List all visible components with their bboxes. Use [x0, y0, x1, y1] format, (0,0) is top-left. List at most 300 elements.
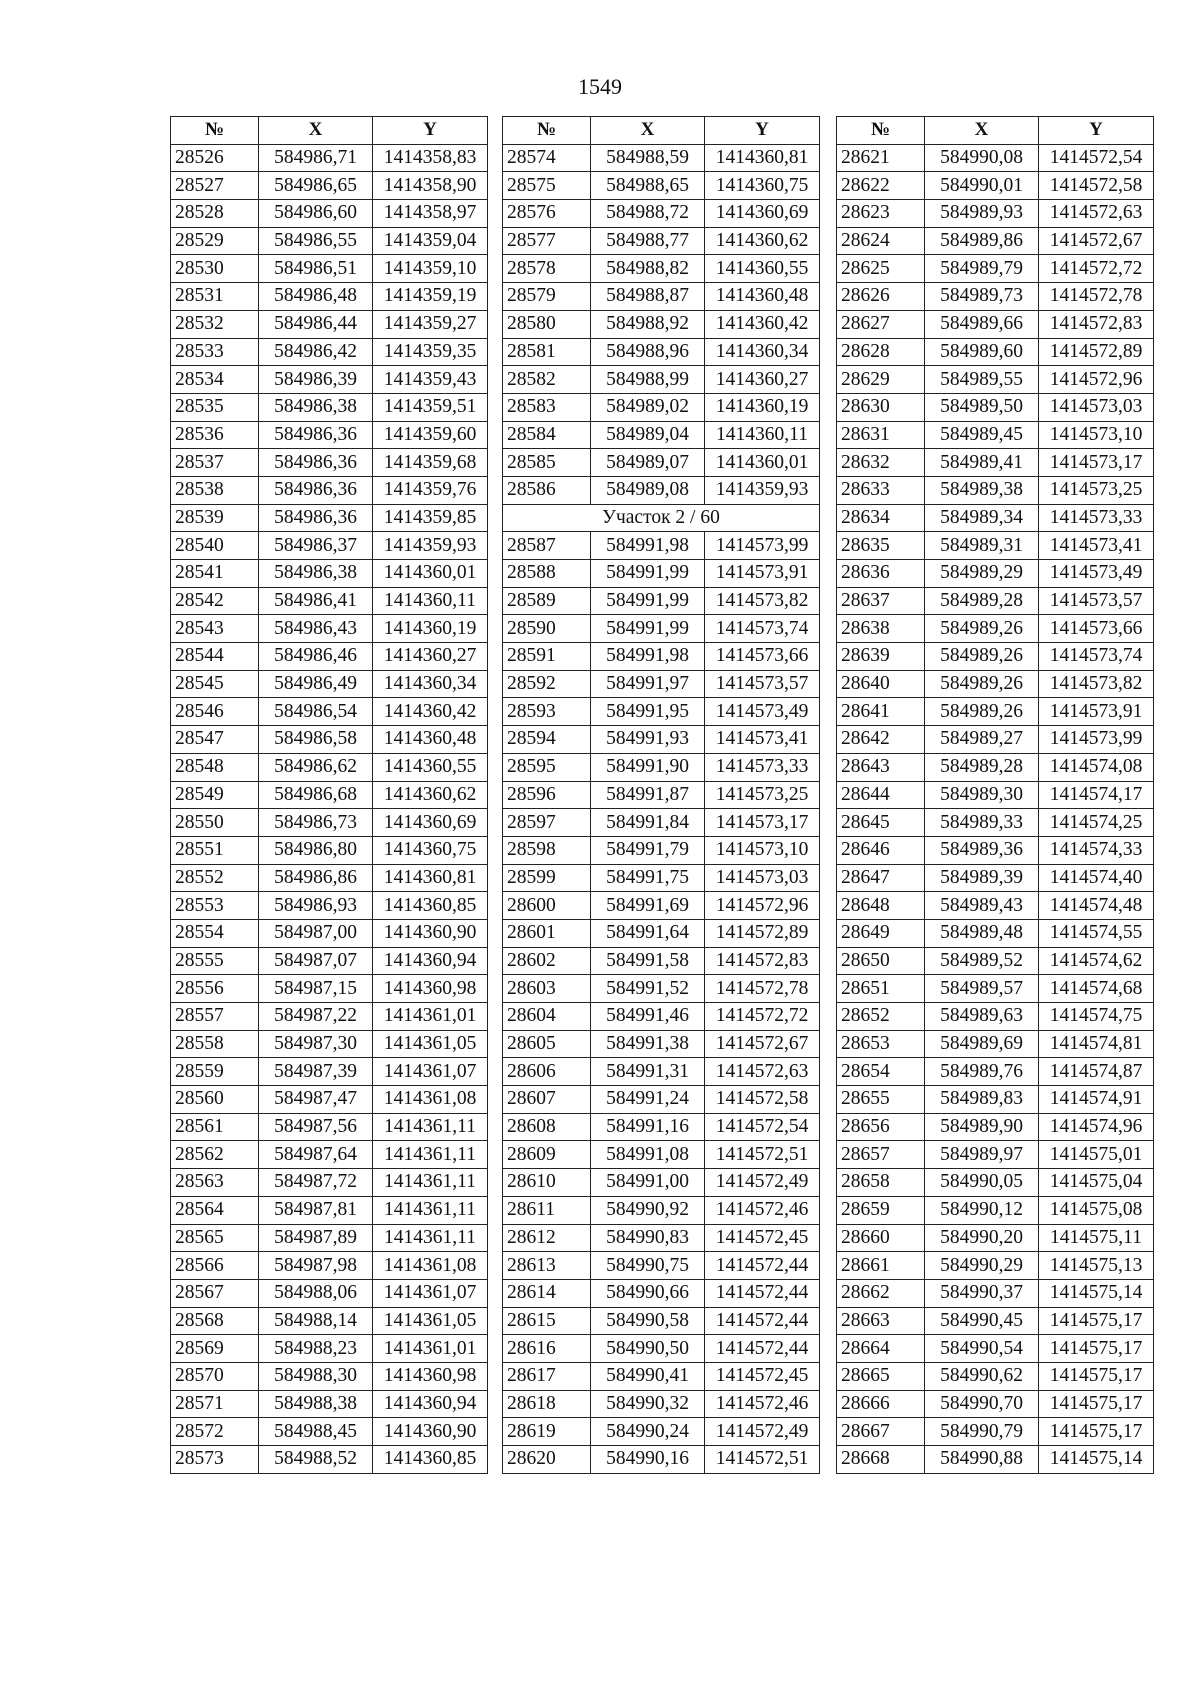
point-number-cell: 28594 [503, 726, 591, 754]
table-row [171, 1307, 488, 1335]
x-coordinate-cell: 584989,60 [925, 338, 1039, 366]
point-number-cell: 28553 [171, 892, 259, 920]
y-coordinate-cell: 1414360,62 [373, 781, 488, 809]
point-number-cell: 28576 [503, 200, 591, 228]
point-number-cell: 28527 [171, 172, 259, 200]
point-number-cell: 28613 [503, 1252, 591, 1280]
table-row [837, 366, 1154, 394]
table-row [503, 615, 820, 643]
point-number-cell: 28541 [171, 560, 259, 588]
x-coordinate-cell: 584991,79 [591, 836, 705, 864]
y-coordinate-cell: 1414573,49 [1039, 560, 1154, 588]
x-coordinate-cell: 584990,58 [591, 1307, 705, 1335]
point-number-cell: 28532 [171, 310, 259, 338]
y-coordinate-cell: 1414358,83 [373, 144, 488, 172]
x-coordinate-cell: 584990,08 [925, 144, 1039, 172]
x-coordinate-cell: 584990,88 [925, 1446, 1039, 1474]
table-row [503, 947, 820, 975]
table-header-row [837, 117, 1154, 145]
header-x: X [259, 117, 373, 145]
point-number-cell: 28563 [171, 1169, 259, 1197]
x-coordinate-cell: 584991,75 [591, 864, 705, 892]
table-row [837, 310, 1154, 338]
y-coordinate-cell: 1414360,55 [373, 753, 488, 781]
point-number-cell: 28619 [503, 1418, 591, 1446]
y-coordinate-cell: 1414573,17 [1039, 449, 1154, 477]
point-number-cell: 28664 [837, 1335, 925, 1363]
point-number-cell: 28615 [503, 1307, 591, 1335]
y-coordinate-cell: 1414574,48 [1039, 892, 1154, 920]
x-coordinate-cell: 584990,62 [925, 1362, 1039, 1390]
x-coordinate-cell: 584989,48 [925, 919, 1039, 947]
y-coordinate-cell: 1414574,91 [1039, 1086, 1154, 1114]
x-coordinate-cell: 584986,38 [259, 393, 373, 421]
table-row [171, 338, 488, 366]
y-coordinate-cell: 1414573,49 [705, 698, 820, 726]
point-number-cell: 28618 [503, 1390, 591, 1418]
point-number-cell: 28630 [837, 393, 925, 421]
x-coordinate-cell: 584990,66 [591, 1279, 705, 1307]
y-coordinate-cell: 1414572,45 [705, 1362, 820, 1390]
table-header-row [503, 117, 820, 145]
y-coordinate-cell: 1414575,14 [1039, 1446, 1154, 1474]
point-number-cell: 28601 [503, 919, 591, 947]
table-row [171, 1362, 488, 1390]
table-row [503, 1030, 820, 1058]
table-row [837, 1390, 1154, 1418]
y-coordinate-cell: 1414359,43 [373, 366, 488, 394]
x-coordinate-cell: 584990,54 [925, 1335, 1039, 1363]
table-row [171, 1003, 488, 1031]
point-number-cell: 28624 [837, 227, 925, 255]
x-coordinate-cell: 584987,47 [259, 1086, 373, 1114]
point-number-cell: 28536 [171, 421, 259, 449]
point-number-cell: 28652 [837, 1003, 925, 1031]
header-y: Y [1039, 117, 1154, 145]
y-coordinate-cell: 1414574,33 [1039, 836, 1154, 864]
point-number-cell: 28651 [837, 975, 925, 1003]
point-number-cell: 28640 [837, 670, 925, 698]
table-row [837, 1030, 1154, 1058]
table-row [171, 476, 488, 504]
x-coordinate-cell: 584989,28 [925, 587, 1039, 615]
coordinates-table [170, 116, 488, 1474]
table-row [503, 1196, 820, 1224]
point-number-cell: 28531 [171, 283, 259, 311]
y-coordinate-cell: 1414359,93 [705, 476, 820, 504]
x-coordinate-cell: 584991,90 [591, 753, 705, 781]
point-number-cell: 28533 [171, 338, 259, 366]
table-row [837, 753, 1154, 781]
point-number-cell: 28625 [837, 255, 925, 283]
y-coordinate-cell: 1414573,66 [1039, 615, 1154, 643]
x-coordinate-cell: 584988,82 [591, 255, 705, 283]
coordinates-table [836, 116, 1154, 1474]
point-number-cell: 28567 [171, 1279, 259, 1307]
x-coordinate-cell: 584991,24 [591, 1086, 705, 1114]
y-coordinate-cell: 1414360,90 [373, 919, 488, 947]
x-coordinate-cell: 584986,58 [259, 726, 373, 754]
point-number-cell: 28649 [837, 919, 925, 947]
y-coordinate-cell: 1414359,60 [373, 421, 488, 449]
y-coordinate-cell: 1414573,91 [1039, 698, 1154, 726]
y-coordinate-cell: 1414572,58 [1039, 172, 1154, 200]
x-coordinate-cell: 584989,04 [591, 421, 705, 449]
x-coordinate-cell: 584989,66 [925, 310, 1039, 338]
table-row [171, 200, 488, 228]
point-number-cell: 28566 [171, 1252, 259, 1280]
page-number: 1549 [578, 74, 622, 99]
table-row [503, 200, 820, 228]
y-coordinate-cell: 1414575,17 [1039, 1307, 1154, 1335]
table-row [837, 892, 1154, 920]
table-row [503, 753, 820, 781]
x-coordinate-cell: 584991,99 [591, 560, 705, 588]
y-coordinate-cell: 1414573,03 [1039, 393, 1154, 421]
x-coordinate-cell: 584986,54 [259, 698, 373, 726]
table-row [503, 560, 820, 588]
point-number-cell: 28620 [503, 1446, 591, 1474]
y-coordinate-cell: 1414575,17 [1039, 1390, 1154, 1418]
point-number-cell: 28598 [503, 836, 591, 864]
point-number-cell: 28573 [171, 1446, 259, 1474]
y-coordinate-cell: 1414360,69 [373, 809, 488, 837]
y-coordinate-cell: 1414574,08 [1039, 753, 1154, 781]
x-coordinate-cell: 584990,70 [925, 1390, 1039, 1418]
y-coordinate-cell: 1414575,01 [1039, 1141, 1154, 1169]
point-number-cell: 28593 [503, 698, 591, 726]
point-number-cell: 28556 [171, 975, 259, 1003]
point-number-cell: 28665 [837, 1362, 925, 1390]
y-coordinate-cell: 1414360,75 [705, 172, 820, 200]
point-number-cell: 28658 [837, 1169, 925, 1197]
table-row [503, 919, 820, 947]
x-coordinate-cell: 584990,20 [925, 1224, 1039, 1252]
x-coordinate-cell: 584986,41 [259, 587, 373, 615]
table-row [837, 200, 1154, 228]
point-number-cell: 28612 [503, 1224, 591, 1252]
header-number: № [837, 117, 925, 145]
point-number-cell: 28616 [503, 1335, 591, 1363]
y-coordinate-cell: 1414360,11 [705, 421, 820, 449]
table-row [171, 532, 488, 560]
x-coordinate-cell: 584987,22 [259, 1003, 373, 1031]
table-row [837, 1279, 1154, 1307]
point-number-cell: 28565 [171, 1224, 259, 1252]
table-row [503, 1362, 820, 1390]
table-row [837, 1307, 1154, 1335]
x-coordinate-cell: 584987,98 [259, 1252, 373, 1280]
table-row [171, 560, 488, 588]
table-row [837, 1418, 1154, 1446]
point-number-cell: 28582 [503, 366, 591, 394]
point-number-cell: 28636 [837, 560, 925, 588]
y-coordinate-cell: 1414361,07 [373, 1058, 488, 1086]
x-coordinate-cell: 584989,34 [925, 504, 1039, 532]
table-row [171, 892, 488, 920]
table-row [837, 1086, 1154, 1114]
point-number-cell: 28635 [837, 532, 925, 560]
y-coordinate-cell: 1414361,11 [373, 1224, 488, 1252]
y-coordinate-cell: 1414359,10 [373, 255, 488, 283]
y-coordinate-cell: 1414573,41 [705, 726, 820, 754]
point-number-cell: 28569 [171, 1335, 259, 1363]
table-row [171, 1252, 488, 1280]
y-coordinate-cell: 1414574,25 [1039, 809, 1154, 837]
y-coordinate-cell: 1414361,11 [373, 1113, 488, 1141]
x-coordinate-cell: 584991,84 [591, 809, 705, 837]
x-coordinate-cell: 584990,83 [591, 1224, 705, 1252]
x-coordinate-cell: 584990,29 [925, 1252, 1039, 1280]
table-row [837, 338, 1154, 366]
y-coordinate-cell: 1414573,82 [705, 587, 820, 615]
table-row [837, 393, 1154, 421]
y-coordinate-cell: 1414574,68 [1039, 975, 1154, 1003]
y-coordinate-cell: 1414360,81 [705, 144, 820, 172]
table-row [503, 1390, 820, 1418]
table-row [171, 864, 488, 892]
point-number-cell: 28568 [171, 1307, 259, 1335]
point-number-cell: 28548 [171, 753, 259, 781]
point-number-cell: 28554 [171, 919, 259, 947]
x-coordinate-cell: 584989,26 [925, 643, 1039, 671]
x-coordinate-cell: 584988,23 [259, 1335, 373, 1363]
x-coordinate-cell: 584989,86 [925, 227, 1039, 255]
point-number-cell: 28530 [171, 255, 259, 283]
point-number-cell: 28560 [171, 1086, 259, 1114]
section-label: Участок 2 / 60 [503, 504, 820, 532]
table-row [837, 809, 1154, 837]
point-number-cell: 28646 [837, 836, 925, 864]
y-coordinate-cell: 1414361,01 [373, 1335, 488, 1363]
table-row [171, 310, 488, 338]
table-row [503, 587, 820, 615]
x-coordinate-cell: 584989,07 [591, 449, 705, 477]
y-coordinate-cell: 1414359,35 [373, 338, 488, 366]
table-row [503, 1141, 820, 1169]
table-row [837, 476, 1154, 504]
point-number-cell: 28571 [171, 1390, 259, 1418]
coordinates-table [502, 116, 820, 1474]
y-coordinate-cell: 1414575,17 [1039, 1335, 1154, 1363]
table-row [837, 919, 1154, 947]
table-row [503, 255, 820, 283]
point-number-cell: 28653 [837, 1030, 925, 1058]
x-coordinate-cell: 584986,65 [259, 172, 373, 200]
y-coordinate-cell: 1414360,90 [373, 1418, 488, 1446]
y-coordinate-cell: 1414573,57 [705, 670, 820, 698]
table-row [837, 670, 1154, 698]
y-coordinate-cell: 1414574,40 [1039, 864, 1154, 892]
y-coordinate-cell: 1414573,17 [705, 809, 820, 837]
table-row [837, 643, 1154, 671]
table-row [503, 310, 820, 338]
y-coordinate-cell: 1414575,04 [1039, 1169, 1154, 1197]
x-coordinate-cell: 584989,57 [925, 975, 1039, 1003]
point-number-cell: 28614 [503, 1279, 591, 1307]
x-coordinate-cell: 584991,97 [591, 670, 705, 698]
x-coordinate-cell: 584988,72 [591, 200, 705, 228]
table-row [171, 587, 488, 615]
point-number-cell: 28606 [503, 1058, 591, 1086]
y-coordinate-cell: 1414572,63 [1039, 200, 1154, 228]
y-coordinate-cell: 1414360,01 [373, 560, 488, 588]
point-number-cell: 28631 [837, 421, 925, 449]
table-row [503, 670, 820, 698]
table-row [171, 227, 488, 255]
point-number-cell: 28600 [503, 892, 591, 920]
table-row [171, 670, 488, 698]
table-row [503, 532, 820, 560]
point-number-cell: 28534 [171, 366, 259, 394]
y-coordinate-cell: 1414575,17 [1039, 1362, 1154, 1390]
y-coordinate-cell: 1414359,51 [373, 393, 488, 421]
x-coordinate-cell: 584986,49 [259, 670, 373, 698]
y-coordinate-cell: 1414360,94 [373, 947, 488, 975]
x-coordinate-cell: 584989,55 [925, 366, 1039, 394]
table-row [503, 338, 820, 366]
point-number-cell: 28558 [171, 1030, 259, 1058]
table-row [503, 227, 820, 255]
point-number-cell: 28611 [503, 1196, 591, 1224]
x-coordinate-cell: 584988,92 [591, 310, 705, 338]
y-coordinate-cell: 1414360,85 [373, 1446, 488, 1474]
x-coordinate-cell: 584986,71 [259, 144, 373, 172]
point-number-cell: 28637 [837, 587, 925, 615]
point-number-cell: 28539 [171, 504, 259, 532]
point-number-cell: 28557 [171, 1003, 259, 1031]
point-number-cell: 28655 [837, 1086, 925, 1114]
x-coordinate-cell: 584989,63 [925, 1003, 1039, 1031]
x-coordinate-cell: 584991,58 [591, 947, 705, 975]
table-row [503, 892, 820, 920]
table-row [837, 1196, 1154, 1224]
point-number-cell: 28589 [503, 587, 591, 615]
point-number-cell: 28642 [837, 726, 925, 754]
x-coordinate-cell: 584986,36 [259, 504, 373, 532]
table-row [171, 1418, 488, 1446]
y-coordinate-cell: 1414359,19 [373, 283, 488, 311]
y-coordinate-cell: 1414360,34 [705, 338, 820, 366]
table-row [837, 1446, 1154, 1474]
point-number-cell: 28608 [503, 1113, 591, 1141]
table-row [837, 255, 1154, 283]
point-number-cell: 28660 [837, 1224, 925, 1252]
point-number-cell: 28546 [171, 698, 259, 726]
x-coordinate-cell: 584986,62 [259, 753, 373, 781]
table-row [171, 698, 488, 726]
y-coordinate-cell: 1414361,01 [373, 1003, 488, 1031]
table-row [503, 1446, 820, 1474]
x-coordinate-cell: 584989,26 [925, 615, 1039, 643]
y-coordinate-cell: 1414360,69 [705, 200, 820, 228]
x-coordinate-cell: 584986,46 [259, 643, 373, 671]
table-row [503, 1252, 820, 1280]
x-coordinate-cell: 584987,07 [259, 947, 373, 975]
table-row [503, 809, 820, 837]
y-coordinate-cell: 1414360,19 [705, 393, 820, 421]
y-coordinate-cell: 1414572,72 [705, 1003, 820, 1031]
y-coordinate-cell: 1414574,96 [1039, 1113, 1154, 1141]
table-row [503, 698, 820, 726]
y-coordinate-cell: 1414361,08 [373, 1252, 488, 1280]
point-number-cell: 28597 [503, 809, 591, 837]
x-coordinate-cell: 584991,93 [591, 726, 705, 754]
y-coordinate-cell: 1414572,96 [705, 892, 820, 920]
table-row [503, 1335, 820, 1363]
x-coordinate-cell: 584991,64 [591, 919, 705, 947]
table-row [837, 1224, 1154, 1252]
y-coordinate-cell: 1414361,05 [373, 1030, 488, 1058]
table-row [503, 1169, 820, 1197]
y-coordinate-cell: 1414360,11 [373, 587, 488, 615]
x-coordinate-cell: 584991,95 [591, 698, 705, 726]
x-coordinate-cell: 584987,72 [259, 1169, 373, 1197]
table-row [837, 227, 1154, 255]
point-number-cell: 28587 [503, 532, 591, 560]
y-coordinate-cell: 1414360,27 [705, 366, 820, 394]
table-row [837, 144, 1154, 172]
table-row [171, 836, 488, 864]
point-number-cell: 28528 [171, 200, 259, 228]
x-coordinate-cell: 584988,06 [259, 1279, 373, 1307]
table-row [171, 615, 488, 643]
table-row [503, 476, 820, 504]
table-row [503, 283, 820, 311]
x-coordinate-cell: 584990,75 [591, 1252, 705, 1280]
point-number-cell: 28654 [837, 1058, 925, 1086]
point-number-cell: 28621 [837, 144, 925, 172]
x-coordinate-cell: 584989,79 [925, 255, 1039, 283]
y-coordinate-cell: 1414361,07 [373, 1279, 488, 1307]
y-coordinate-cell: 1414573,74 [705, 615, 820, 643]
table-row [503, 1279, 820, 1307]
point-number-cell: 28656 [837, 1113, 925, 1141]
point-number-cell: 28551 [171, 836, 259, 864]
table-row [837, 864, 1154, 892]
point-number-cell: 28564 [171, 1196, 259, 1224]
point-number-cell: 28626 [837, 283, 925, 311]
x-coordinate-cell: 584991,00 [591, 1169, 705, 1197]
table-row [171, 1224, 488, 1252]
table-header-row [171, 117, 488, 145]
table-row [503, 1086, 820, 1114]
point-number-cell: 28538 [171, 476, 259, 504]
y-coordinate-cell: 1414572,96 [1039, 366, 1154, 394]
point-number-cell: 28617 [503, 1362, 591, 1390]
table-row [503, 975, 820, 1003]
point-number-cell: 28604 [503, 1003, 591, 1031]
table-row [837, 1003, 1154, 1031]
y-coordinate-cell: 1414360,42 [705, 310, 820, 338]
point-number-cell: 28575 [503, 172, 591, 200]
x-coordinate-cell: 584986,37 [259, 532, 373, 560]
y-coordinate-cell: 1414572,49 [705, 1169, 820, 1197]
table-row [503, 144, 820, 172]
table-row [837, 1169, 1154, 1197]
point-number-cell: 28610 [503, 1169, 591, 1197]
x-coordinate-cell: 584988,45 [259, 1418, 373, 1446]
x-coordinate-cell: 584989,02 [591, 393, 705, 421]
point-number-cell: 28596 [503, 781, 591, 809]
table-row [837, 1058, 1154, 1086]
y-coordinate-cell: 1414572,67 [705, 1030, 820, 1058]
x-coordinate-cell: 584987,39 [259, 1058, 373, 1086]
y-coordinate-cell: 1414573,74 [1039, 643, 1154, 671]
point-number-cell: 28549 [171, 781, 259, 809]
x-coordinate-cell: 584987,89 [259, 1224, 373, 1252]
point-number-cell: 28577 [503, 227, 591, 255]
